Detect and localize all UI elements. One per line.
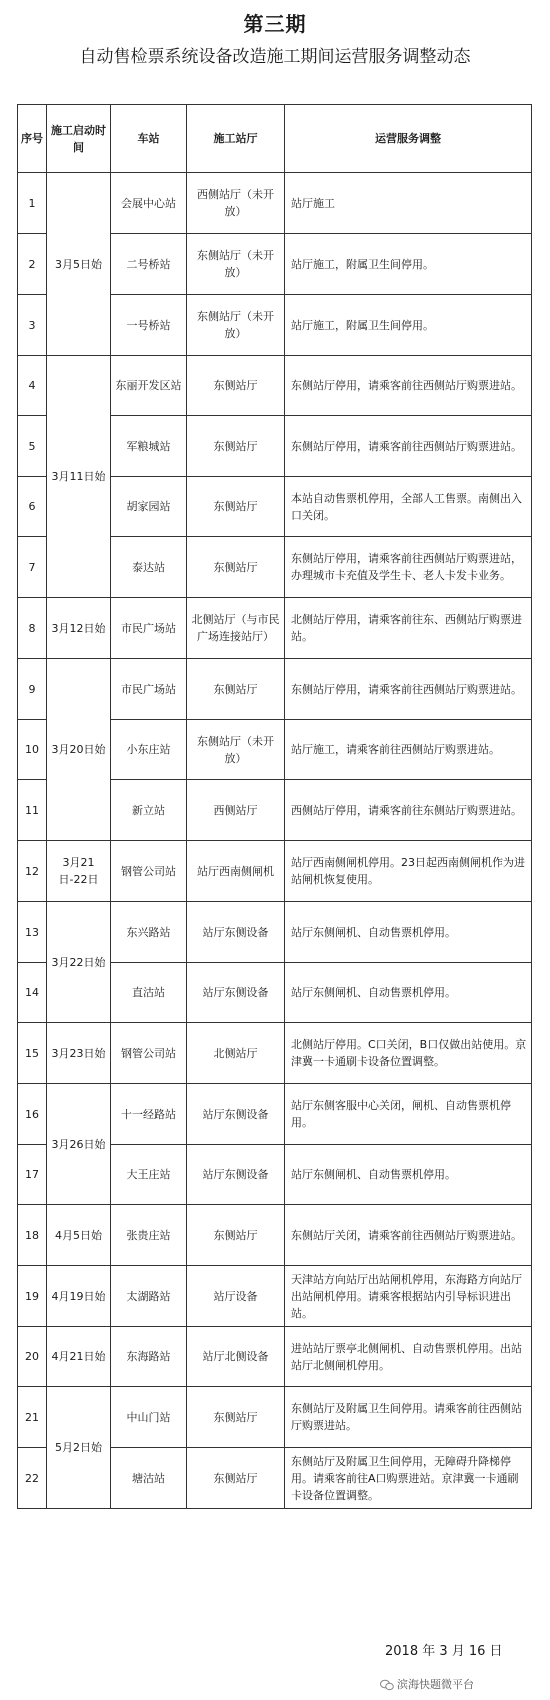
adjustment-cell: 站厅西南侧闸机停用。23日起西南侧闸机作为进站闸机恢复使用。 (285, 841, 532, 902)
station-cell: 军粮城站 (111, 416, 187, 477)
hall-cell: 东侧站厅 (187, 1205, 285, 1266)
start-date-cell: 4月19日始 (47, 1266, 111, 1327)
start-date-cell: 3月23日始 (47, 1023, 111, 1084)
row-number: 16 (18, 1084, 47, 1145)
station-cell: 张贵庄站 (111, 1205, 187, 1266)
station-cell: 钢管公司站 (111, 1023, 187, 1084)
row-number: 21 (18, 1387, 47, 1448)
start-date-cell: 3月22日始 (47, 902, 111, 1023)
station-cell: 中山门站 (111, 1387, 187, 1448)
hall-cell: 东侧站厅 (187, 1448, 285, 1509)
row-number: 2 (18, 234, 47, 295)
publish-date: 2018 年 3 月 16 日 (385, 1644, 503, 1659)
hall-cell: 站厅北侧设备 (187, 1327, 285, 1387)
adjustment-cell: 东侧站厅停用，请乘客前往西侧站厅购票进站。 (285, 356, 532, 416)
hall-cell: 西侧站厅 (187, 780, 285, 841)
table-row (18, 841, 532, 902)
station-cell: 太湖路站 (111, 1266, 187, 1327)
row-number: 11 (18, 780, 47, 841)
header-no: 序号 (18, 105, 47, 173)
table-header-row (18, 105, 532, 173)
adjustment-cell: 东侧站厅及附属卫生间停用。请乘客前往西侧站厅购票进站。 (285, 1387, 532, 1448)
wechat-icon (380, 1679, 394, 1691)
adjustment-cell: 北侧站厅停用，请乘客前往东、西侧站厅购票进站。 (285, 598, 532, 659)
hall-cell: 站厅东侧设备 (187, 1145, 285, 1205)
table-row (18, 1327, 532, 1387)
hall-cell: 站厅设备 (187, 1266, 285, 1327)
row-number: 22 (18, 1448, 47, 1509)
row-number: 10 (18, 720, 47, 780)
adjustment-cell: 北侧站厅停用。C口关闭，B口仅做出站使用。京津冀一卡通刷卡设备位置调整。 (285, 1023, 532, 1084)
adjustment-cell: 本站自动售票机停用，全部人工售票。南侧出入口关闭。 (285, 477, 532, 537)
table-row (18, 1266, 532, 1327)
table-row (18, 173, 532, 234)
table-row (18, 902, 532, 963)
station-cell: 直沽站 (111, 963, 187, 1023)
start-date-cell: 3月5日始 (47, 173, 111, 356)
row-number: 4 (18, 356, 47, 416)
adjustment-cell: 站厅东侧闸机、自动售票机停用。 (285, 963, 532, 1023)
hall-cell: 东侧站厅（未开放） (187, 720, 285, 780)
hall-cell: 东侧站厅 (187, 1387, 285, 1448)
row-number: 1 (18, 173, 47, 234)
table-row (18, 1387, 532, 1448)
station-cell: 会展中心站 (111, 173, 187, 234)
adjustment-cell: 东侧站厅停用，请乘客前往西侧站厅购票进站。 (285, 659, 532, 720)
start-date-cell: 3月21日-22日 (47, 841, 111, 902)
table-body (18, 173, 532, 1509)
adjustment-cell: 站厅施工，附属卫生间停用。 (285, 234, 532, 295)
adjustment-cell: 东侧站厅停用，请乘客前往西侧站厅购票进站。 (285, 416, 532, 477)
row-number: 8 (18, 598, 47, 659)
adjustment-cell: 站厅施工 (285, 173, 532, 234)
station-cell: 市民广场站 (111, 659, 187, 720)
hall-cell: 站厅西南侧闸机 (187, 841, 285, 902)
adjustment-cell: 西侧站厅停用，请乘客前往东侧站厅购票进站。 (285, 780, 532, 841)
table-row (18, 598, 532, 659)
hall-cell: 东侧站厅 (187, 659, 285, 720)
row-number: 15 (18, 1023, 47, 1084)
hall-cell: 站厅东侧设备 (187, 902, 285, 963)
row-number: 18 (18, 1205, 47, 1266)
adjustment-cell: 站厅东侧闸机、自动售票机停用。 (285, 1145, 532, 1205)
hall-cell: 东侧站厅（未开放） (187, 295, 285, 356)
brand-watermark (380, 1676, 474, 1692)
station-cell: 塘沽站 (111, 1448, 187, 1509)
hall-cell: 北侧站厅（与市民广场连接站厅） (187, 598, 285, 659)
hall-cell: 北侧站厅 (187, 1023, 285, 1084)
table-row (18, 1023, 532, 1084)
header-adjustment: 运营服务调整 (285, 105, 532, 173)
station-cell: 东兴路站 (111, 902, 187, 963)
row-number: 5 (18, 416, 47, 477)
header-hall: 施工站厅 (187, 105, 285, 173)
start-date-cell: 3月26日始 (47, 1084, 111, 1205)
start-date-cell: 3月20日始 (47, 659, 111, 841)
start-date-cell: 3月12日始 (47, 598, 111, 659)
adjustment-cell: 东侧站厅停用，请乘客前往西侧站厅购票进站，办理城市卡充值及学生卡、老人卡发卡业务。 (285, 537, 532, 598)
table-row (18, 659, 532, 720)
hall-cell: 西侧站厅（未开放） (187, 173, 285, 234)
hall-cell: 东侧站厅 (187, 416, 285, 477)
page-subtitle: 自动售检票系统设备改造施工期间运营服务调整动态 (79, 47, 471, 67)
header-start-date: 施工启动时间 (47, 105, 111, 173)
hall-cell: 东侧站厅（未开放） (187, 234, 285, 295)
station-cell: 新立站 (111, 780, 187, 841)
table-row (18, 1205, 532, 1266)
adjustment-cell: 站厅东侧客服中心关闭，闸机、自动售票机停用。 (285, 1084, 532, 1145)
row-number: 6 (18, 477, 47, 537)
row-number: 13 (18, 902, 47, 963)
station-cell: 市民广场站 (111, 598, 187, 659)
station-cell: 东海路站 (111, 1327, 187, 1387)
adjustment-cell: 站厅施工，请乘客前往西侧站厅购票进站。 (285, 720, 532, 780)
row-number: 17 (18, 1145, 47, 1205)
station-cell: 小东庄站 (111, 720, 187, 780)
table-row (18, 1084, 532, 1145)
row-number: 20 (18, 1327, 47, 1387)
adjustment-cell: 东侧站厅及附属卫生间停用，无障碍升降梯停用。请乘客前往A口购票进站。京津冀一卡通刷卡设备位置调整。 (285, 1448, 532, 1509)
row-number: 3 (18, 295, 47, 356)
start-date-cell: 4月21日始 (47, 1327, 111, 1387)
hall-cell: 东侧站厅 (187, 356, 285, 416)
adjustment-cell: 进站站厅票亭北侧闸机、自动售票机停用。出站站厅北侧闸机停用。 (285, 1327, 532, 1387)
station-cell: 一号桥站 (111, 295, 187, 356)
start-date-cell: 4月5日始 (47, 1205, 111, 1266)
station-cell: 大王庄站 (111, 1145, 187, 1205)
row-number: 9 (18, 659, 47, 720)
adjustment-cell: 天津站方向站厅出站闸机停用，东海路方向站厅出站闸机停用。请乘客根据站内引导标识进出站。 (285, 1266, 532, 1327)
adjustment-cell: 站厅东侧闸机、自动售票机停用。 (285, 902, 532, 963)
schedule-table (17, 104, 532, 1509)
start-date-cell: 3月11日始 (47, 356, 111, 598)
row-number: 7 (18, 537, 47, 598)
adjustment-cell: 东侧站厅关闭，请乘客前往西侧站厅购票进站。 (285, 1205, 532, 1266)
station-cell: 二号桥站 (111, 234, 187, 295)
row-number: 14 (18, 963, 47, 1023)
station-cell: 钢管公司站 (111, 841, 187, 902)
brand-name: 滨海快题微平台 (397, 1678, 474, 1691)
hall-cell: 站厅东侧设备 (187, 1084, 285, 1145)
station-cell: 泰达站 (111, 537, 187, 598)
station-cell: 十一经路站 (111, 1084, 187, 1145)
hall-cell: 东侧站厅 (187, 477, 285, 537)
station-cell: 东丽开发区站 (111, 356, 187, 416)
adjustment-cell: 站厅施工，附属卫生间停用。 (285, 295, 532, 356)
hall-cell: 东侧站厅 (187, 537, 285, 598)
hall-cell: 站厅东侧设备 (187, 963, 285, 1023)
start-date-cell: 5月2日始 (47, 1387, 111, 1509)
page-title: 第三期 (243, 12, 307, 36)
header-station: 车站 (111, 105, 187, 173)
row-number: 19 (18, 1266, 47, 1327)
table-row (18, 356, 532, 416)
station-cell: 胡家园站 (111, 477, 187, 537)
row-number: 12 (18, 841, 47, 902)
